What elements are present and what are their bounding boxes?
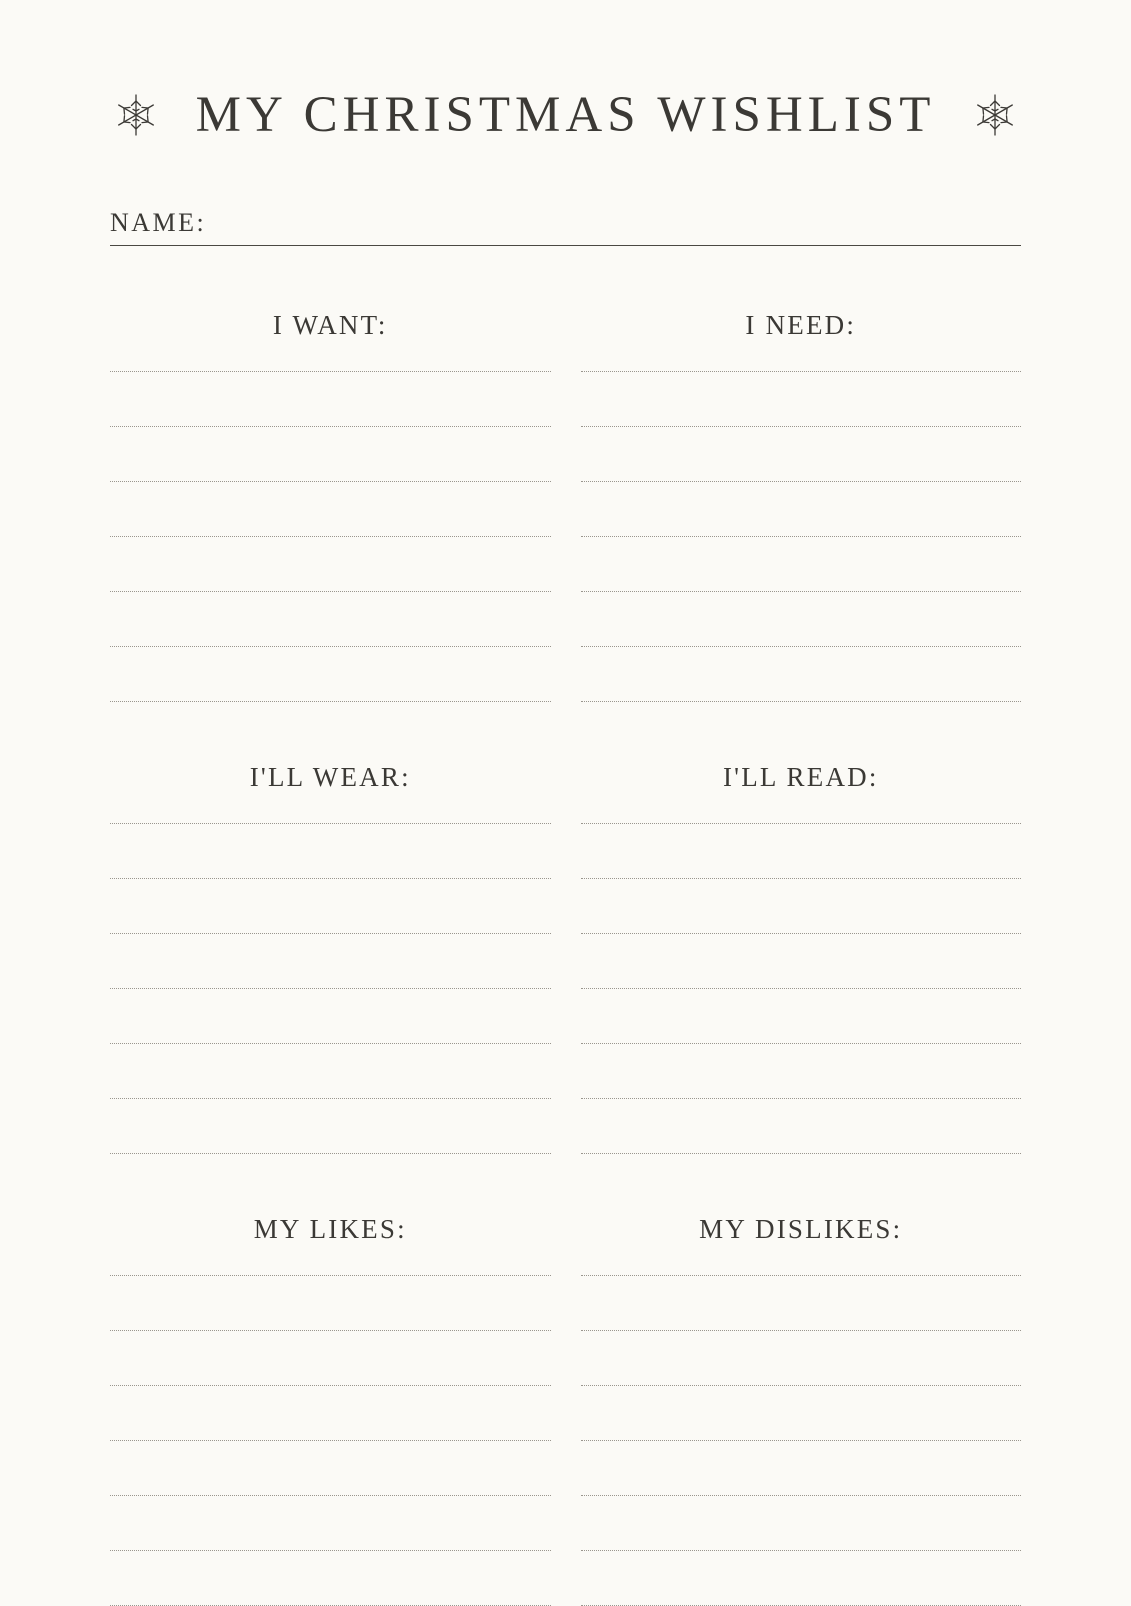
write-lines bbox=[581, 823, 1022, 1154]
write-line[interactable] bbox=[581, 1441, 1022, 1496]
write-line[interactable] bbox=[581, 1275, 1022, 1331]
write-line[interactable] bbox=[110, 989, 551, 1044]
spacer bbox=[110, 1154, 551, 1196]
write-line[interactable] bbox=[110, 427, 551, 482]
name-label: NAME: bbox=[110, 208, 207, 237]
write-line[interactable] bbox=[110, 1331, 551, 1386]
write-line[interactable] bbox=[110, 934, 551, 989]
section-my-dislikes bbox=[581, 1154, 1022, 1606]
write-line[interactable] bbox=[581, 1099, 1022, 1154]
write-lines bbox=[581, 371, 1022, 702]
spacer bbox=[581, 702, 1022, 744]
write-line[interactable] bbox=[581, 1496, 1022, 1551]
section-title: MY DISLIKES: bbox=[699, 1214, 903, 1244]
write-line[interactable] bbox=[110, 537, 551, 592]
write-line[interactable] bbox=[581, 1551, 1022, 1606]
write-line[interactable] bbox=[110, 1496, 551, 1551]
write-line[interactable] bbox=[110, 647, 551, 702]
write-line[interactable] bbox=[110, 879, 551, 934]
write-line[interactable] bbox=[581, 989, 1022, 1044]
write-line[interactable] bbox=[581, 879, 1022, 934]
section-title: I'LL READ: bbox=[722, 762, 879, 792]
write-line[interactable] bbox=[110, 482, 551, 537]
write-line[interactable] bbox=[581, 823, 1022, 879]
section-title: I WANT: bbox=[272, 310, 388, 340]
section-ill-read bbox=[581, 702, 1022, 1154]
write-line[interactable] bbox=[110, 592, 551, 647]
write-lines bbox=[110, 371, 551, 702]
page-header bbox=[110, 0, 1021, 150]
section-title: I'LL WEAR: bbox=[249, 762, 411, 792]
write-line[interactable] bbox=[581, 482, 1022, 537]
write-line[interactable] bbox=[581, 1044, 1022, 1099]
write-lines bbox=[581, 1275, 1022, 1606]
section-title: I NEED: bbox=[745, 310, 857, 340]
write-line[interactable] bbox=[110, 1441, 551, 1496]
write-line[interactable] bbox=[110, 1275, 551, 1331]
write-lines bbox=[110, 823, 551, 1154]
spacer bbox=[581, 1154, 1022, 1196]
section-i-need bbox=[581, 292, 1022, 702]
write-line[interactable] bbox=[110, 1386, 551, 1441]
write-line[interactable] bbox=[110, 1044, 551, 1099]
write-line[interactable] bbox=[581, 1386, 1022, 1441]
snowflake-icon bbox=[110, 89, 162, 141]
write-line[interactable] bbox=[581, 647, 1022, 702]
spacer bbox=[110, 702, 551, 744]
name-field[interactable] bbox=[110, 202, 1021, 246]
write-lines bbox=[110, 1275, 551, 1606]
write-line[interactable] bbox=[110, 1551, 551, 1606]
write-line[interactable] bbox=[581, 934, 1022, 989]
write-line[interactable] bbox=[581, 1331, 1022, 1386]
section-i-want bbox=[110, 292, 551, 702]
page-title: MY CHRISTMAS WISHLIST bbox=[195, 87, 936, 143]
sections-grid bbox=[110, 292, 1021, 1606]
section-ill-wear bbox=[110, 702, 551, 1154]
section-title: MY LIKES: bbox=[253, 1214, 407, 1244]
write-line[interactable] bbox=[581, 427, 1022, 482]
write-line[interactable] bbox=[581, 371, 1022, 427]
write-line[interactable] bbox=[110, 371, 551, 427]
snowflake-icon bbox=[969, 89, 1021, 141]
write-line[interactable] bbox=[110, 823, 551, 879]
write-line[interactable] bbox=[581, 592, 1022, 647]
name-write-line[interactable] bbox=[110, 245, 1021, 246]
write-line[interactable] bbox=[581, 537, 1022, 592]
section-my-likes bbox=[110, 1154, 551, 1606]
write-line[interactable] bbox=[110, 1099, 551, 1154]
